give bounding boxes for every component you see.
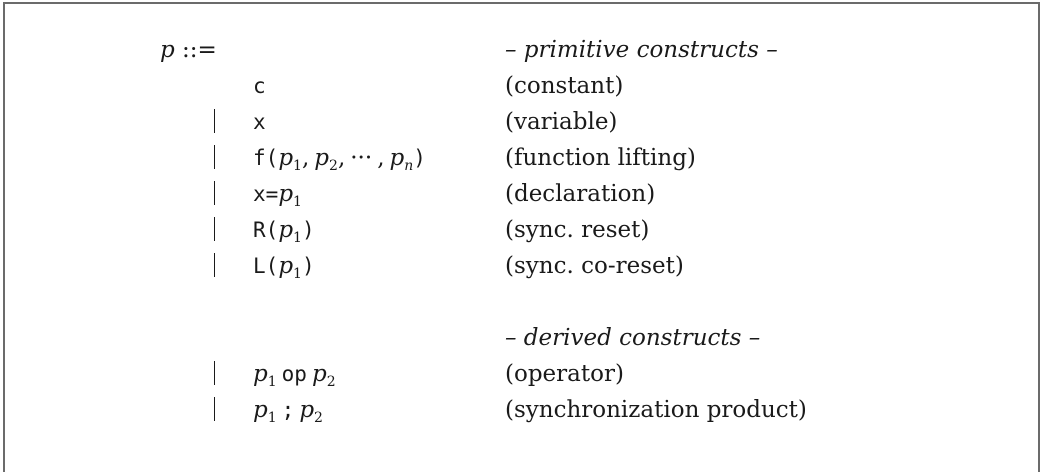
token-p: p — [278, 181, 294, 207]
token-p: p — [314, 145, 330, 171]
alternative-bar — [214, 145, 215, 169]
production-expr — [253, 394, 323, 426]
token-p: p — [311, 361, 327, 387]
production-sync-reset — [0, 214, 1044, 246]
alternative-bar — [214, 253, 215, 277]
production-description: (function lifting) — [505, 145, 696, 171]
primitive-constructs-heading: – primitive constructs – — [505, 37, 778, 63]
production-sync-co-reset — [0, 250, 1044, 282]
token-eq: = — [265, 182, 279, 206]
token-x: x — [253, 110, 266, 134]
token-R: R — [253, 218, 266, 242]
production-expr — [253, 358, 336, 390]
token-lparen: ( — [265, 218, 279, 242]
production-expr — [253, 142, 426, 174]
derived-heading-row — [0, 322, 1044, 354]
grammar-lhs — [160, 34, 217, 66]
token-lparen: ( — [265, 146, 279, 170]
token-p: p — [253, 397, 268, 423]
token-c: c — [253, 74, 266, 98]
subscript: 1 — [293, 230, 302, 246]
token-lparen: ( — [265, 254, 279, 278]
alternative-bar — [214, 397, 215, 421]
token-cdots: ··· — [350, 145, 373, 171]
production-variable — [0, 106, 1044, 138]
production-expr — [253, 106, 266, 138]
token-p: p — [389, 145, 405, 171]
production-description: (variable) — [505, 109, 618, 135]
lhs-symbol: p — [160, 37, 175, 63]
production-description: (constant) — [505, 73, 624, 99]
production-description: (declaration) — [505, 181, 656, 207]
token-semicolon: ; — [281, 398, 295, 422]
token-comma: , — [377, 145, 385, 171]
token-p: p — [278, 217, 294, 243]
subscript: 1 — [293, 266, 302, 282]
production-description: (sync. co-reset) — [505, 253, 684, 279]
token-rparen: ) — [301, 218, 315, 242]
token-op: op — [281, 362, 307, 386]
subscript: 1 — [267, 410, 277, 426]
production-expr — [253, 250, 315, 282]
production-description: (sync. reset) — [505, 217, 650, 243]
production-description: (synchronization product) — [505, 397, 807, 423]
subscript: 2 — [314, 410, 323, 426]
token-p: p — [253, 361, 268, 387]
token-rparen: ) — [301, 254, 315, 278]
production-expr — [253, 214, 315, 246]
production-expr — [253, 178, 302, 210]
subscript: 2 — [329, 158, 338, 174]
subscript: 2 — [326, 374, 336, 390]
token-comma: , — [301, 145, 310, 171]
production-description: (operator) — [505, 361, 624, 387]
alternative-bar — [214, 109, 215, 133]
grammar-header-row — [0, 34, 1044, 66]
production-function-lifting — [0, 142, 1044, 174]
alternative-bar — [214, 181, 215, 205]
token-x: x — [253, 182, 266, 206]
token-rparen: ) — [413, 146, 426, 170]
production-sync-product — [0, 394, 1044, 426]
token-comma: , — [337, 145, 346, 171]
production-operator — [0, 358, 1044, 390]
derived-constructs-heading: – derived constructs – — [505, 325, 761, 351]
production-constant — [0, 70, 1044, 102]
token-p: p — [299, 397, 315, 423]
token-L: L — [253, 254, 266, 278]
token-p: p — [278, 145, 294, 171]
subscript: n — [404, 158, 414, 174]
production-declaration — [0, 178, 1044, 210]
assign-operator: ::= — [182, 37, 217, 63]
token-f: f — [253, 146, 266, 170]
subscript: 1 — [267, 374, 277, 390]
token-p: p — [278, 253, 294, 279]
alternative-bar — [214, 361, 215, 385]
alternative-bar — [214, 217, 215, 241]
subscript: 1 — [293, 158, 302, 174]
production-expr — [253, 70, 266, 102]
subscript: 1 — [293, 194, 302, 210]
